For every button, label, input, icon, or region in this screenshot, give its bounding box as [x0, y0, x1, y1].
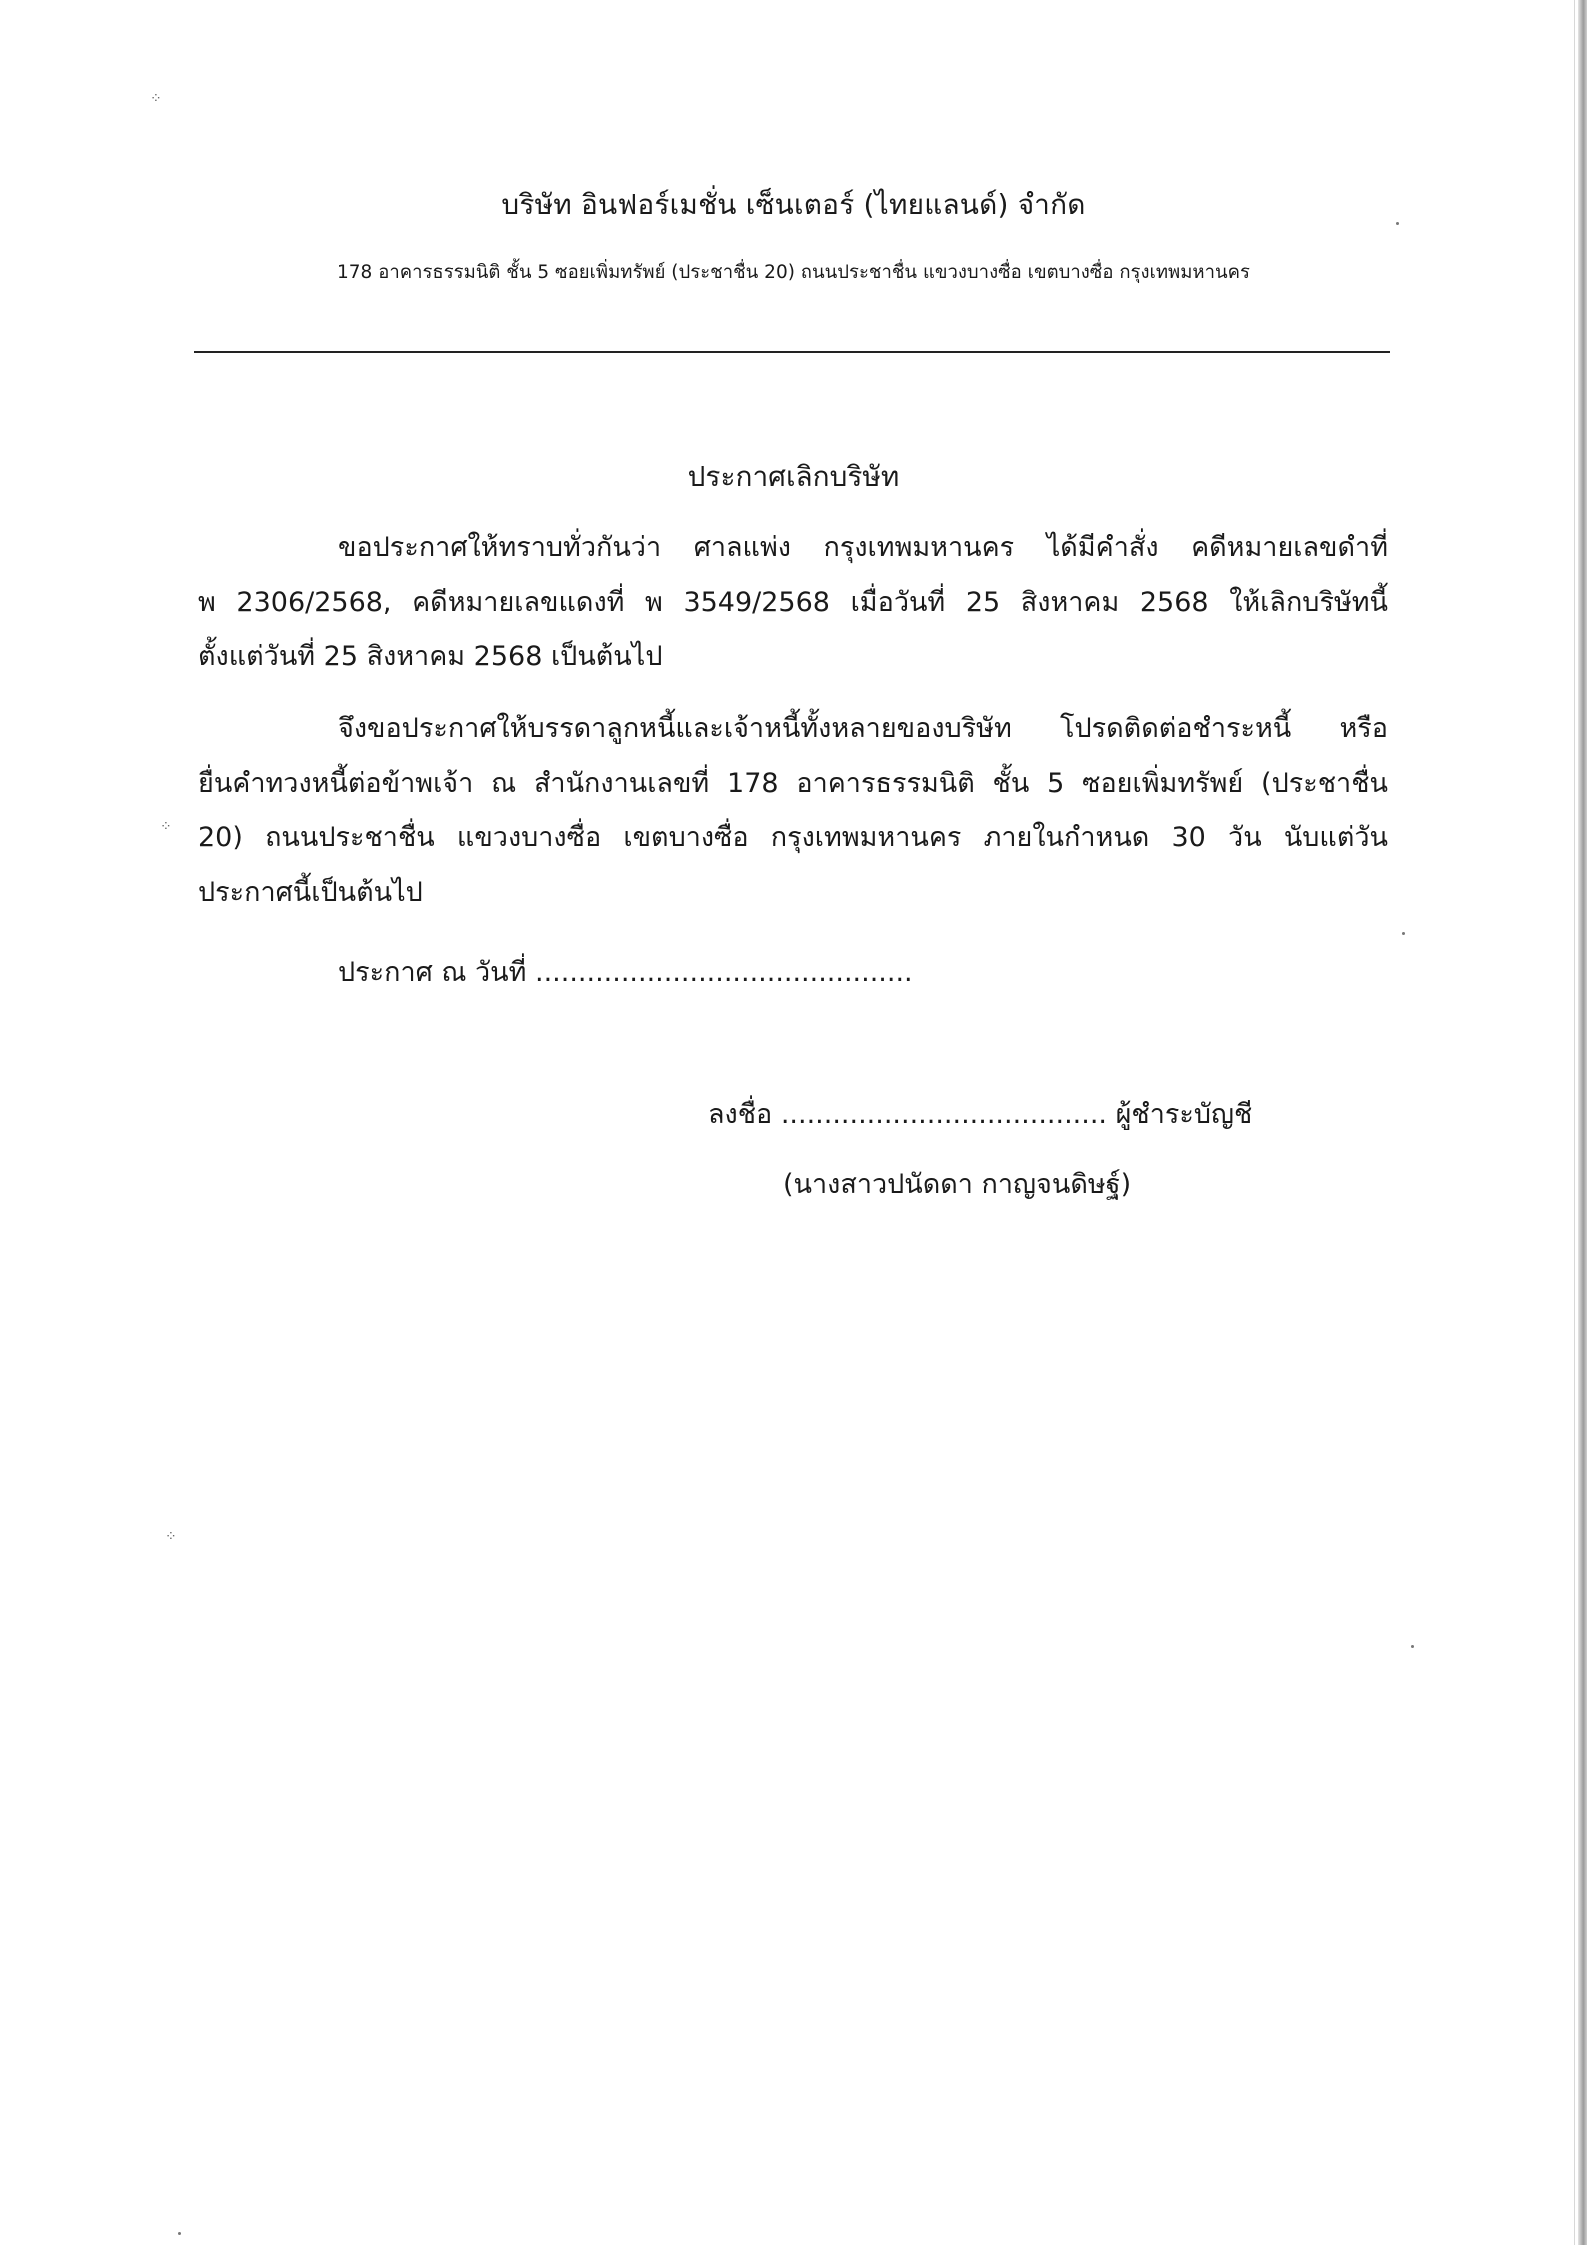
- signer-name: (นางสาวปนัดดา กาญจนดิษฐ์): [783, 1169, 1132, 1200]
- scan-dot: [1402, 932, 1405, 935]
- scan-dot: [178, 2232, 181, 2235]
- paragraph1-line: ขอประกาศให้ทราบทั่วกันว่า ศาลแพ่ง กรุงเทพมหานคร ได้มีคำสั่ง คดีหมายเลขดำที่: [338, 532, 1388, 563]
- scan-speck: ⁘: [150, 91, 162, 107]
- company-address: 178 อาคารธรรมนิติ ชั้น 5 ซอยเพิ่มทรัพย์ (ประชาชื่น 20) ถนนประชาชื่น แขวงบางซื่อ เขตบางซื่อ กรุงเทพมหานคร: [337, 262, 1250, 283]
- paragraph1-line: ตั้งแต่วันที่ 25 สิงหาคม 2568 เป็นต้นไป: [198, 641, 663, 672]
- paragraph2-line: ยื่นคำทวงหนี้ต่อข้าพเจ้า ณ สำนักงานเลขที่ 178 อาคารธรรมนิติ ชั้น 5 ซอยเพิ่มทรัพย์ (ประชาชื่น: [198, 768, 1388, 799]
- scan-edge-line: [1574, 0, 1575, 2245]
- company-name: บริษัท อินฟอร์เมชั่น เซ็นเตอร์ (ไทยแลนด์) จำกัด: [501, 188, 1086, 221]
- scan-speck: ⁘: [160, 819, 172, 835]
- signature-line: ลงชื่อ ...................................... ผู้ชำระบัญชี: [708, 1099, 1253, 1130]
- scan-speck: ⁘: [165, 1529, 177, 1545]
- announcement-date-line: ประกาศ ณ วันที่ ............................................: [338, 957, 913, 988]
- scan-edge-shadow: [1578, 0, 1587, 2245]
- paragraph2-line: 20) ถนนประชาชื่น แขวงบางซื่อ เขตบางซื่อ กรุงเทพมหานคร ภายในกำหนด 30 วัน นับแต่วัน: [198, 822, 1388, 853]
- header-divider: [194, 351, 1390, 353]
- scan-dot: [1411, 1645, 1414, 1648]
- paragraph1-line: พ 2306/2568, คดีหมายเลขแดงที่ พ 3549/2568 เมื่อวันที่ 25 สิงหาคม 2568 ให้เลิกบริษัทนี้: [198, 587, 1388, 618]
- paragraph2-line: จึงขอประกาศให้บรรดาลูกหนี้และเจ้าหนี้ทั้งหลายของบริษัท โปรดติดต่อชำระหนี้ หรือ: [338, 713, 1388, 744]
- paragraph2-line: ประกาศนี้เป็นต้นไป: [198, 877, 423, 908]
- notice-title: ประกาศเลิกบริษัท: [687, 460, 900, 493]
